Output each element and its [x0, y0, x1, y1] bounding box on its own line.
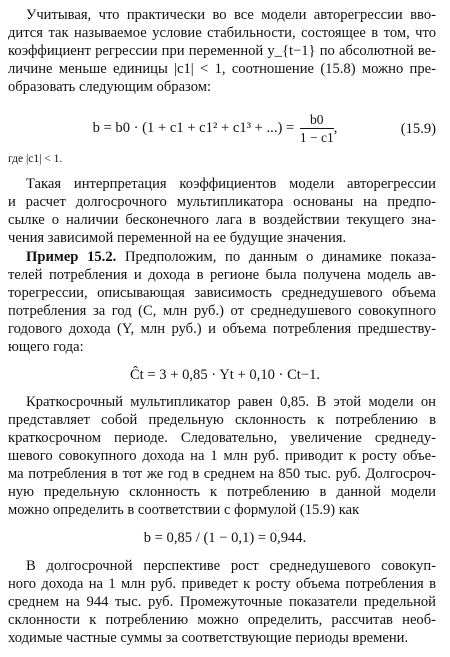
text-line: дится так называемое условие стабильности, состоящее в том, что	[8, 25, 436, 41]
model-equation: Ĉt = 3 + 0,85 · Yt + 0,10 · Ct−1.	[129, 367, 321, 383]
text-line: образовать следующим образом:	[8, 79, 212, 95]
text-line: краткосрочном периоде. Следовательно, увеличение среднеду-	[8, 430, 436, 446]
example-text: Предположим, по данным о динамике показа-	[124, 249, 436, 265]
text-line: ную предельную склонность к потреблению в данной модели	[8, 484, 436, 500]
fraction-numerator: b0	[300, 112, 334, 129]
text-line: В долгосрочной перспективе рост среднедушевого совокуп-	[26, 558, 436, 574]
text-line: торегрессии, описывающая зависимость среднедушевого объема	[8, 285, 436, 301]
text-line: ющего года:	[8, 339, 84, 355]
text-line: чения зависимой переменной на ее будущие значения.	[8, 230, 347, 246]
text-line: телей потребления и дохода в регионе была получена модель ав-	[8, 267, 436, 283]
text-line: склонности к потреблению можно определить, рассчитав необ-	[8, 612, 436, 628]
condition-note: где |c1| < 1.	[8, 153, 63, 165]
text-line: Такая интерпретация коэффициентов модели авторегрессии	[26, 176, 436, 192]
fraction-denominator: 1 − c1	[299, 130, 334, 145]
example-heading-line	[26, 249, 436, 266]
text-line: среднем на 944 тыс. руб. Промежуточные показатели предельной	[8, 594, 436, 610]
text-line: и расчет долгосрочного мультипликатора основаны на предпо-	[8, 194, 436, 210]
equation-trailing: ,	[333, 119, 338, 136]
text-line: ного дохода на 1 млн руб. приведет к росту объема потребления в	[8, 576, 436, 592]
equation-15-9	[0, 112, 440, 145]
text-line: потребления за год (C, млн руб.) от среднедушевого совокупного	[8, 303, 436, 319]
text-line: сылке о наличии бесконечного лага в воздействии текущего зна-	[8, 212, 436, 228]
text-line: ма потребления в тот же год в среднем на 850 тыс. руб. Долгосроч-	[8, 466, 436, 482]
text-line: годового дохода (Y, млн руб.) и объема потребления предшеству-	[8, 321, 436, 337]
example-label: Пример 15.2.	[26, 249, 117, 265]
multiplier-formula: b = 0,85 / (1 − 0,1) = 0,944.	[143, 530, 307, 546]
text-line: личине меньше единицы |c1| < 1, соотношение (15.8) можно пре-	[8, 61, 436, 77]
text-line: представляет собой предельную склонность к потреблению в	[8, 412, 436, 428]
text-line: коэффициент регрессии при переменной y_{t−1} по абсолютной ве-	[8, 43, 436, 59]
text-line: шевого совокупного дохода на 1 млн руб. приводит к росту объе-	[8, 448, 436, 464]
text-line: Учитывая, что практически во все модели авторегрессии вво-	[26, 7, 436, 23]
equation-lhs: b = b0 · (1 + c1 + c1² + c1³ + ...) =	[92, 119, 295, 136]
equation-number: (15.9)	[400, 121, 436, 137]
text-line: Краткосрочный мультипликатор равен 0,85. В этой модели он	[26, 394, 436, 410]
text-line: можно определить в соответствии с формулой (15.9) как	[8, 502, 360, 518]
equation-fraction	[300, 112, 334, 145]
text-line: ходимые частные суммы за соответствующие периоды времени.	[8, 630, 409, 646]
